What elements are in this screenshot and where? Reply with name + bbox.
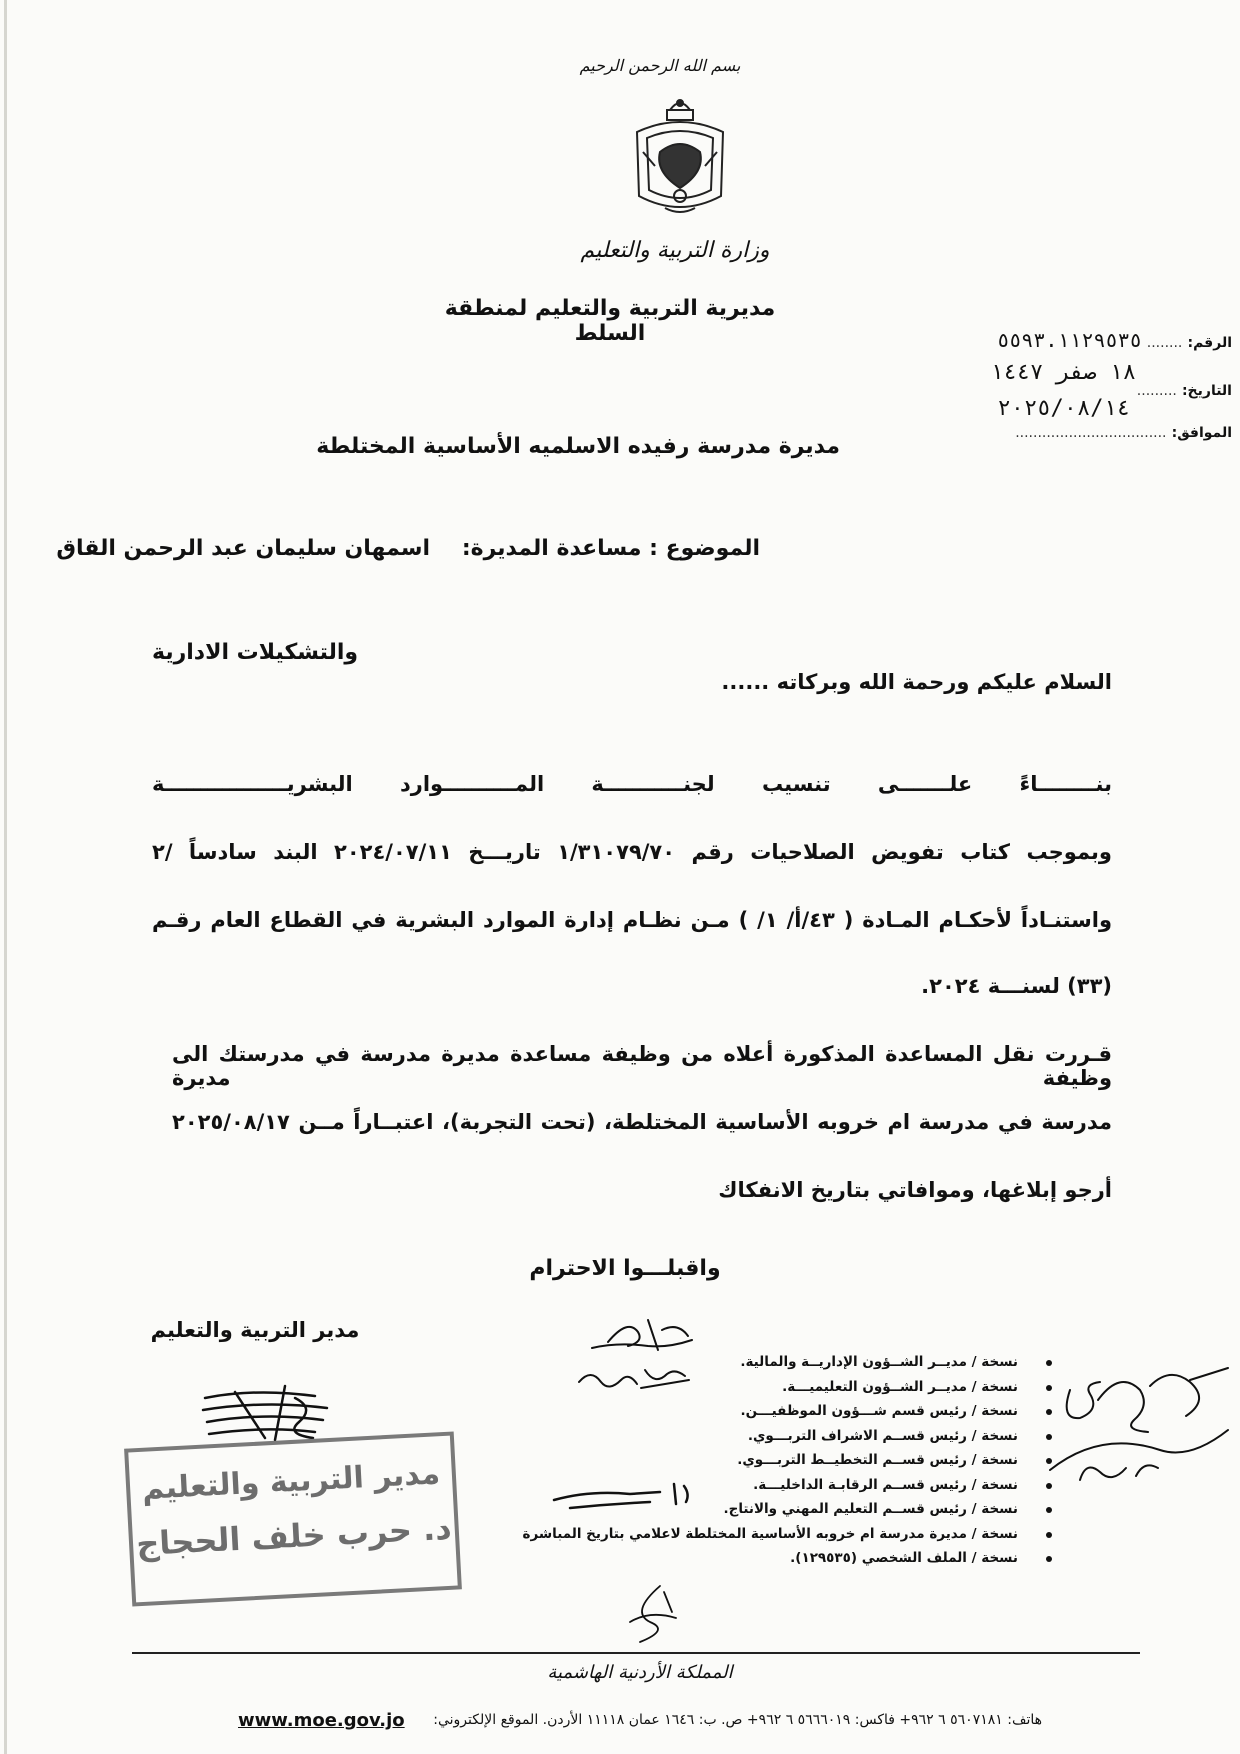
coat-of-arms-emblem	[625, 92, 735, 222]
copy-item: نسخة / رئيس قســم التخطيــط التربـــوي.	[458, 1448, 1018, 1473]
copy-item: نسخة / مديــر الشــؤون التعليميـــة.	[458, 1375, 1018, 1400]
body-line-7: أرجو إبلاغها، وموافاتي بتاريخ الانفكاك	[718, 1178, 1112, 1202]
reference-label: الرقم:	[1187, 335, 1232, 351]
footer-website-link[interactable]: www.moe.gov.jo	[238, 1710, 405, 1731]
body-line-6: مدرسة في مدرسة ام خروبه الأساسية المختلطة، (تحت التجربة)، اعتبــاراً مــن ٢٠٢٥/٠٨/١٧	[172, 1110, 1112, 1134]
footer-rule	[132, 1652, 1140, 1654]
reference-dots: ........	[1146, 335, 1183, 351]
date-row	[1112, 380, 1232, 399]
cc-hr-forms: والتشكيلات الادارية	[152, 640, 359, 665]
page-scan-edge	[4, 0, 7, 1754]
basmala: بسم الله الرحمن الرحيم	[579, 56, 741, 75]
gregorian-date: ٢٠٢٥/٠٨/١٤	[997, 396, 1130, 421]
ministry-name: وزارة التربية والتعليم	[580, 238, 770, 263]
director-signature	[195, 1378, 335, 1448]
stamp-name: د. حرب خلف الحجاج	[135, 1508, 453, 1564]
agree-dots: ..................................	[1015, 425, 1167, 441]
copy-item: نسخة / رئيس قســم التعليم المهني والانتاج.	[458, 1497, 1018, 1522]
date-label: التاريخ:	[1181, 383, 1232, 399]
copy-item: نسخة / مديــر الشــؤون الإداريــة والمالية.	[458, 1350, 1018, 1375]
recipient: مديرة مدرسة رفيده الاسلميه الأساسية المختلطة	[316, 434, 840, 459]
footer-contact: هاتف: ٥٦٠٧١٨١ ٦ ٩٦٢+ فاكس: ٥٦٦٦٠١٩ ٦ ٩٦٢+ ص. ب: ١٦٤٦ عمان ١١١١٨ الأردن. الموقع الإلكتروني:	[433, 1712, 1042, 1728]
directorate-name: مديرية التربية والتعليم لمنطقة السلط	[444, 296, 776, 346]
copies-list	[458, 1350, 1018, 1571]
copy-item: نسخة / رئيس قسم شـــؤون الموظفيـــن.	[458, 1399, 1018, 1424]
copy-item: نسخة / مديرة مدرسة ام خروبه الأساسية المختلطة لاعلامي بتاريخ المباشرة	[458, 1522, 1018, 1547]
copy-item: نسخة / رئيس قســم الاشراف التربـــوي.	[458, 1424, 1018, 1449]
date-dots: .........	[1136, 383, 1177, 399]
body-line-2: وبموجب كتاب تفويض الصلاحيات رقم ١/٣١٠٧٩/٧٠ تاريـــخ ٢٠٢٤/٠٧/١١ البند سادساً /٢	[152, 840, 1112, 864]
footer-scribble	[620, 1582, 690, 1646]
copy-item: نسخة / رئيس قســم الرقابـة الداخليـــة.	[458, 1473, 1018, 1498]
closing: واقبلـــوا الاحترام	[529, 1256, 721, 1281]
footer-kingdom: المملكة الأردنية الهاشمية	[547, 1662, 733, 1683]
reference-number-row	[902, 328, 1232, 352]
body-line-3: واستنـاداً لأحكـام المـادة ( ٤٣/أ/ ١/ ) مـن نظـام إدارة الموارد البشرية في القطاع العام رقـم	[152, 908, 1113, 932]
body-line-1: بنــــــــاءً علـــــــى تنسيب لجنـــــــــــة المــــــــــوارد البشريـــــــــــــــــة	[152, 772, 1112, 796]
subject-label: الموضوع : مساعدة المديرة:	[461, 536, 760, 561]
body-line-5: قـررت نقل المساعدة المذكورة أعلاه من وظيفة مساعدة مديرة مدرسة في مدرستك الى وظيفة مديرة	[172, 1042, 1112, 1090]
copy-item: نسخة / الملف الشخصي (١٢٩٥٣٥).	[458, 1546, 1018, 1571]
subject-employee-name: اسمهان سليمان عبد الرحمن القاق	[56, 536, 430, 561]
agree-row	[932, 422, 1232, 441]
greeting: السلام عليكم ورحمة الله وبركاته ......	[721, 670, 1112, 694]
handwritten-signature-right	[1040, 1360, 1240, 1500]
agree-label: الموافق:	[1171, 425, 1232, 441]
signatory-title: مدير التربية والتعليم	[150, 1318, 360, 1342]
hijri-date: ١٨ صفر ١٤٤٧	[990, 360, 1136, 385]
reference-number: ٥٥٩٣.١١٢٩٥٣٥	[997, 328, 1142, 352]
stamp-title: مدير التربية والتعليم	[141, 1456, 441, 1507]
body-line-4: (٣٣) لسنـــة ٢٠٢٤.	[921, 974, 1112, 998]
official-stamp	[124, 1431, 462, 1606]
